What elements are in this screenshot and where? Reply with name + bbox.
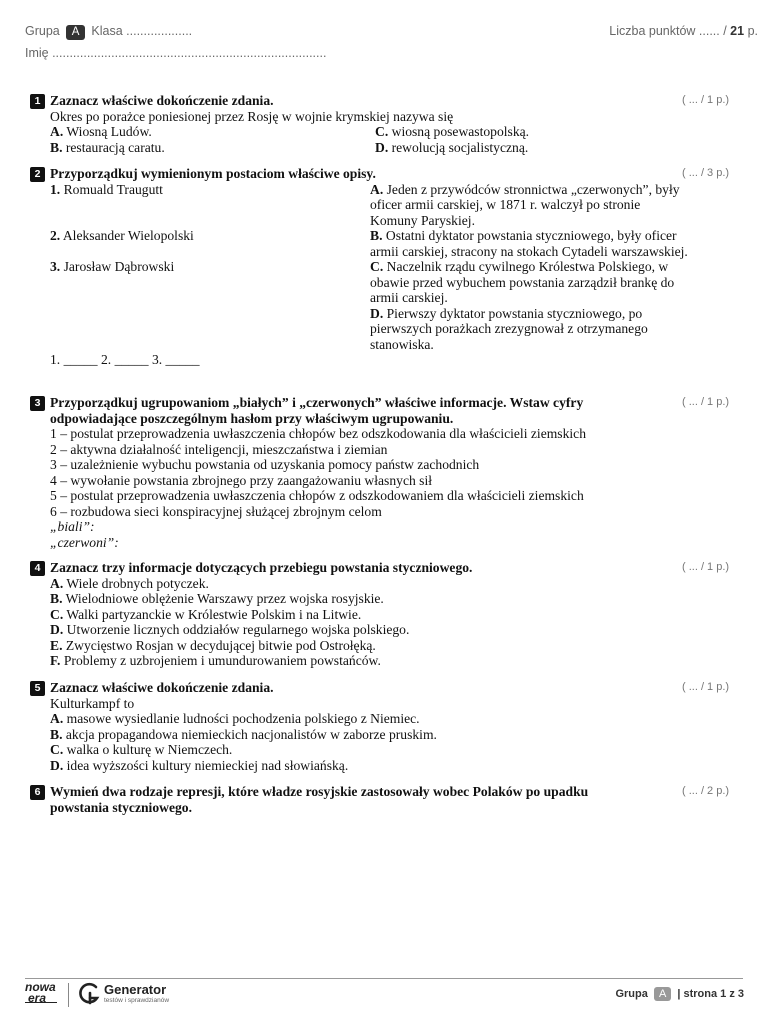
- answer-line[interactable]: 1. _____ 2. _____ 3. _____: [50, 352, 200, 367]
- option-a[interactable]: A. Wiosną Ludów.: [50, 124, 152, 139]
- option-e[interactable]: E. Zwycięstwo Rosjan w decydującej bitwie pod Ostrołęką.: [50, 637, 376, 653]
- option-b[interactable]: B. akcja propagandowa niemieckich nacjonalistów w zaborze pruskim.: [50, 726, 437, 742]
- list-item: 3 – uzależnienie wybuchu powstania od uzyskania pomocy państw zachodnich: [50, 457, 480, 472]
- question-title: Przyporządkuj wymienionym postaciom właściwe opisy.: [50, 166, 376, 181]
- description-a: A. Jeden z przywódców stronnictwa „czerwonych”, były oficer armii carskiej, w 1871 r. walczył po stronie Komuny Paryskiej.: [370, 181, 680, 228]
- group-label: Grupa: [25, 24, 60, 38]
- nowa-era-logo: nowa era: [25, 980, 56, 1005]
- question-number: 5: [30, 681, 45, 696]
- question-number: 3: [30, 396, 45, 411]
- footer-divider: [25, 978, 743, 979]
- person-3: 3. Jarosław Dąbrowski: [50, 259, 175, 274]
- question-4: [30, 560, 730, 669]
- option-a[interactable]: A. Wiele drobnych potyczek.: [50, 575, 209, 591]
- option-d[interactable]: D. Utworzenie licznych oddziałów regularnego wojska polskiego.: [50, 622, 410, 637]
- question-number: 4: [30, 561, 45, 576]
- name-field: Imię ...............................................................................: [25, 46, 327, 60]
- logo-divider: [68, 983, 69, 1007]
- description-d: D. Pierwszy dyktator powstania styczniowego, po pierwszych porażkach zrezygnował z otrzymanego stanowiska.: [370, 305, 648, 352]
- question-title: Przyporządkuj ugrupowaniom „białych” i „czerwonych” właściwe informacje. Wstaw cyfry odpowiadające poszczególnym hasłom przy właściwym ugrupowaniu.: [50, 395, 584, 426]
- points-total-value: 21: [730, 24, 745, 38]
- generator-icon: [76, 981, 102, 1007]
- person-1: 1. Romuald Traugutt: [50, 181, 163, 197]
- points-total: [609, 24, 758, 38]
- question-points: ( ... / 1 p.): [682, 94, 730, 106]
- group-biali[interactable]: „biali”:: [50, 519, 95, 534]
- question-3: [30, 395, 730, 550]
- question-points: ( ... / 3 p.): [682, 167, 730, 179]
- question-points: ( ... / 1 p.): [682, 681, 730, 693]
- question-5: [30, 680, 730, 773]
- question-number: 1: [30, 94, 45, 109]
- list-item: 6 – rozbudowa sieci konspiracyjnej służącej zbrojnym celom: [50, 503, 382, 519]
- list-item: 5 – postulat przeprowadzenia uwłaszczenia chłopów z odszkodowaniem dla właścicieli ziemskich: [50, 488, 584, 503]
- question-number: 6: [30, 785, 45, 800]
- question-title: Zaznacz właściwe dokończenie zdania.: [50, 680, 274, 695]
- footer-group-badge: A: [654, 987, 671, 1001]
- question-2: [30, 166, 730, 368]
- header-group: [25, 24, 192, 40]
- question-points: ( ... / 2 p.): [682, 785, 730, 797]
- option-d[interactable]: D. rewolucją socjalistyczną.: [375, 139, 529, 155]
- option-b[interactable]: B. restauracją caratu.: [50, 139, 165, 155]
- question-title: Zaznacz właściwe dokończenie zdania.: [50, 93, 274, 108]
- generator-logo: Generator testów i sprawdzianów: [104, 982, 170, 1004]
- question-stem: Kulturkampf to: [50, 695, 135, 711]
- question-number: 2: [30, 167, 45, 182]
- footer-page-info: Grupa A | strona 1 z 3: [615, 988, 744, 1000]
- group-badge: A: [66, 25, 86, 40]
- question-points: ( ... / 1 p.): [682, 396, 730, 408]
- class-field: Klasa ...................: [91, 24, 193, 38]
- option-c[interactable]: C. Walki partyzanckie w Królestwie Polskim i na Litwie.: [50, 606, 362, 622]
- description-b: B. Ostatni dyktator powstania styczniowego, były oficer armii carskiej, stracony na stokach Cytadeli warszawskiej.: [370, 228, 688, 259]
- list-item: 4 – wywołanie powstania zbrojnego przy zaangażowaniu własnych sił: [50, 472, 433, 488]
- question-6: [30, 784, 730, 815]
- option-a[interactable]: A. masowe wysiedlanie ludności pochodzenia polskiego z Niemiec.: [50, 711, 420, 726]
- description-c: C. Naczelnik rządu cywilnego Królestwa Polskiego, w obawie przed wybuchem powstania zarządził brankę do armii carskiej.: [370, 259, 675, 305]
- page-indicator: | strona 1 z 3: [677, 988, 744, 1000]
- option-b[interactable]: B. Wielodniowe oblężenie Warszawy przez wojska rosyjskie.: [50, 591, 384, 606]
- list-item: 1 – postulat przeprowadzenia uwłaszczenia chłopów bez odszkodowania dla właścicieli ziemskich: [50, 426, 586, 441]
- group-czerwoni[interactable]: „czerwoni”:: [50, 534, 119, 550]
- question-1: [30, 93, 730, 155]
- option-d[interactable]: D. idea wyższości kultury niemieckiej nad słowiańską.: [50, 757, 349, 773]
- points-label: Liczba punktów ...... /: [609, 24, 727, 38]
- option-c[interactable]: C. walka o kulturę w Niemczech.: [50, 742, 233, 757]
- person-2: 2. Aleksander Wielopolski: [50, 228, 194, 243]
- option-f[interactable]: F. Problemy z uzbrojeniem i umundurowaniem powstańców.: [50, 653, 381, 668]
- question-title: Wymień dwa rodzaje represji, które władze rosyjskie zastosowały wobec Polaków po upadku powstania styczniowego.: [50, 784, 589, 815]
- list-item: 2 – aktywna działalność inteligencji, mieszczaństwa i ziemian: [50, 441, 388, 457]
- points-suffix: p.: [747, 24, 758, 38]
- question-points: ( ... / 1 p.): [682, 561, 730, 573]
- question-title: Zaznacz trzy informacje dotyczących przebiegu powstania styczniowego.: [50, 560, 473, 575]
- question-stem: Okres po porażce poniesionej przez Rosję w wojnie krymskiej nazywa się: [50, 108, 454, 124]
- option-c[interactable]: C. wiosną posewastopolską.: [375, 124, 530, 139]
